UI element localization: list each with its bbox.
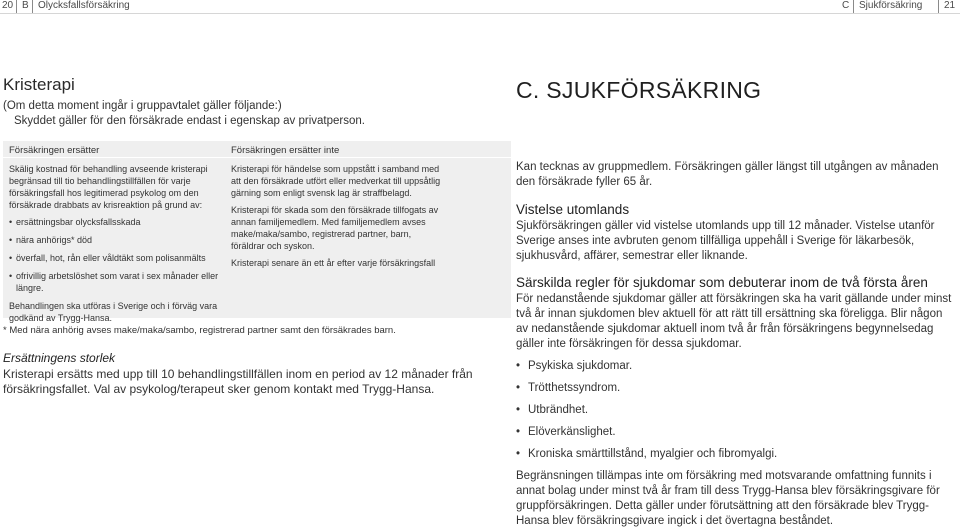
not-covered-column xyxy=(231,163,443,274)
kristerapi-title: Kristerapi xyxy=(3,75,75,94)
sjuk-intro: Kan tecknas av gruppmedlem. Försäkringen gäller längst till utgången av månaden den försäkrade fyller 65 år. xyxy=(516,161,939,188)
section-title-left: Olycksfallsförsäkring xyxy=(38,0,130,11)
footnote: * Med nära anhörig avses make/maka/sambo, registrerad partner samt den försäkrades barn. xyxy=(3,325,396,336)
header-separator xyxy=(32,0,33,13)
kristerapi-intro-line: Skyddet gäller för den försäkrade endast i egenskap av privatperson. xyxy=(14,115,365,127)
coverage-box xyxy=(3,141,511,323)
kristerapi-intro-line: (Om detta moment ingår i gruppavtalet gäller följande:) xyxy=(3,100,282,112)
covered-closing: Behandlingen ska utföras i Sverige och i förväg vara godkänd av Trygg-Hansa. xyxy=(9,301,218,323)
header-divider xyxy=(0,13,960,14)
disease-item: • Utbrändhet. xyxy=(516,399,777,421)
covered-list-item: • nära anhörigs* död xyxy=(9,234,221,246)
not-covered-heading: Försäkringen ersätter inte xyxy=(231,145,340,156)
section-letter-left: B xyxy=(22,0,29,11)
limitation-body: Begränsningen tillämpas inte om försäkring med motsvarande omfattning funnits i annat bolag under minst två år fram till dess Trygg-Hansa blev försäkringsgivare för gruppförsäkringen. Detta gäller under förutsättning att den försäkrade blev Trygg-Hansa blev försäkringsgivare ingick i det övertagna beståndet. xyxy=(516,470,940,527)
regler-body: För nedanstående sjukdomar gäller att försäkringen ska ha varit gällande under minst två år innan sjukdomen blev aktuell för att rätt till ersättning ska föreligga. Blir någon av nedanstående sjukdomar aktuell inom två år från försäkringens begynnelsedag gäller inte försäkringen för dessa sjukdomar. xyxy=(516,293,952,350)
covered-list-item: • ersättningsbar olycksfallsskada xyxy=(9,216,221,228)
header-separator xyxy=(16,0,17,13)
box-divider xyxy=(3,157,511,158)
covered-list xyxy=(9,216,221,294)
ersattning-heading: Ersättningens storlek xyxy=(3,351,116,365)
covered-column xyxy=(9,163,221,329)
covered-list-item: • ofrivillig arbetslöshet som varat i sex månader eller längre. xyxy=(9,270,221,294)
disease-item: • Kroniska smärttillstånd, myalgier och fibromyalgi. xyxy=(516,443,777,465)
not-covered-paragraph: Kristerapi för skada som den försäkrade tillfogats av annan familjemedlem. Med familjemedlem avses make/maka/sambo, registrerad partner, barn, föräldrar och syskon. xyxy=(231,205,439,251)
vistelse-body: Sjukförsäkringen gäller vid vistelse utomlands upp till 12 månader. Vistelse utanför Sverige anses inte avbruten genom tillfälliga uppehåll i Sverige för läkarbesök, sjukhusvård, affärer, semestrar eller liknande. xyxy=(516,220,935,262)
ersattning-body: Kristerapi ersätts med upp till 10 behandlingstillfällen inom en period av 12 månader från försäkringsfallet. Val av psykolog/terapeut sker genom kontakt med Trygg-Hansa. xyxy=(3,367,473,396)
kristerapi-intro xyxy=(3,99,365,129)
covered-list-item: • överfall, hot, rån eller våldtäkt som polisanmälts xyxy=(9,252,221,264)
regler-heading: Särskilda regler för sjukdomar som debuterar inom de två första åren xyxy=(516,275,928,290)
disease-item: • Elöverkänslighet. xyxy=(516,421,777,443)
page-number-left: 20 xyxy=(2,0,14,11)
header-separator xyxy=(853,0,854,13)
covered-heading: Försäkringen ersätter xyxy=(9,145,100,156)
not-covered-paragraph: Kristerapi senare än ett år efter varje försäkringsfall xyxy=(231,258,436,268)
disease-item: • Trötthetssyndrom. xyxy=(516,377,777,399)
disease-list xyxy=(516,355,777,465)
vistelse-heading: Vistelse utomlands xyxy=(516,202,630,217)
section-letter-right: C xyxy=(842,0,850,11)
page-number-right: 21 xyxy=(944,0,956,11)
disease-item: • Psykiska sjukdomar. xyxy=(516,355,777,377)
covered-paragraph: Skälig kostnad för behandling avseende kristerapi begränsad till tio behandlingstillfällen för varje försäkringsfall hos legitimerad psykolog om den försäkrade drabbats av krisreaktion på grund av: xyxy=(9,164,208,210)
header-separator xyxy=(938,0,939,13)
sjukforsakring-title: C. SJUKFÖRSÄKRING xyxy=(516,77,762,103)
section-title-right: Sjukförsäkring xyxy=(859,0,923,11)
not-covered-paragraph: Kristerapi för händelse som uppstått i samband med att den försäkrade utfört eller medverkat till uppsåtlig gärning som enligt svensk lag är straffbelagd. xyxy=(231,164,441,198)
